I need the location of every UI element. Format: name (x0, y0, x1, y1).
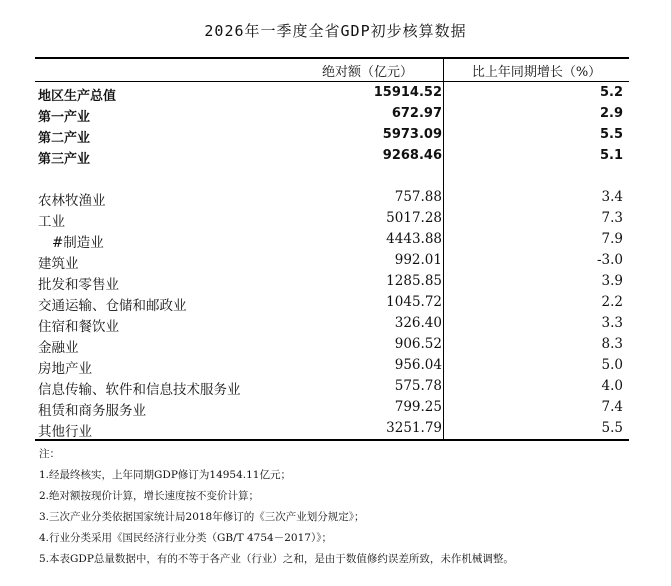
row-absolute-value: 906.52 (394, 336, 442, 352)
row-growth-rate: 5.5 (601, 420, 623, 436)
table-row (35, 293, 629, 314)
row-name: 批发和零售业 (38, 277, 119, 293)
row-absolute-value: 1285.85 (386, 273, 442, 289)
table-row (35, 377, 629, 398)
row-absolute-value: 799.25 (394, 399, 442, 415)
table-row (35, 105, 629, 126)
footnote: 5.本表GDP总量数据中，有的不等于各产业（行业）之和，是由于数值修约误差所致，未作机械调整。 (39, 553, 514, 565)
table-top-rule (35, 57, 629, 59)
row-name: 第三产业 (38, 152, 91, 167)
row-name: 第一产业 (38, 110, 91, 125)
page-title: 2026年一季度全省GDP初步核算数据 (204, 22, 467, 40)
table-row (35, 230, 629, 251)
row-absolute-value: 15914.52 (373, 85, 442, 100)
row-growth-rate: 3.4 (601, 189, 623, 205)
row-name: 地区生产总值 (38, 89, 117, 104)
table-row (35, 398, 629, 419)
row-absolute-value: 5973.09 (382, 127, 442, 142)
row-growth-rate: 2.2 (601, 294, 623, 310)
table-row (35, 126, 629, 147)
header-growth-rate: 比上年同期增长（%） (471, 65, 602, 80)
row-name: 金融业 (38, 340, 79, 356)
row-growth-rate: -3.0 (596, 252, 623, 268)
row-absolute-value: 672.97 (391, 106, 442, 121)
row-growth-rate: 5.5 (599, 127, 623, 142)
footnote: 1.经最终核实，上年同期GDP修订为14954.11亿元； (39, 469, 291, 481)
footnote-heading: 注： (39, 448, 60, 460)
row-name: 房地产业 (38, 361, 92, 377)
row-name: 农林牧渔业 (38, 193, 106, 209)
row-growth-rate: 3.9 (601, 273, 623, 289)
row-absolute-value: 1045.72 (386, 294, 442, 310)
row-name: 住宿和餐饮业 (38, 319, 119, 335)
table-row (35, 419, 629, 440)
row-growth-rate: 4.0 (601, 378, 623, 394)
row-name: 第二产业 (38, 131, 91, 146)
row-absolute-value: 575.78 (394, 378, 442, 394)
table-row (35, 188, 629, 209)
table-row (35, 356, 629, 377)
table-row (35, 209, 629, 230)
footnotes (39, 444, 659, 570)
row-name: #制造业 (52, 235, 104, 251)
row-absolute-value: 3251.79 (386, 420, 442, 436)
row-growth-rate: 7.9 (601, 231, 623, 247)
row-name: 工业 (38, 214, 65, 230)
table-row (35, 84, 629, 105)
footnote: 3.三次产业分类依据国家统计局2018年修订的《三次产业划分规定》； (39, 511, 365, 523)
row-growth-rate: 8.3 (601, 336, 623, 352)
row-growth-rate: 5.2 (599, 85, 623, 100)
table-row (35, 251, 629, 272)
table-row (35, 314, 629, 335)
row-growth-rate: 5.1 (599, 148, 623, 163)
table-row (35, 147, 629, 168)
table-row (35, 272, 629, 293)
table-header-rule (35, 81, 629, 82)
row-name: 交通运输、仓储和邮政业 (38, 298, 187, 314)
footnote: 4.行业分类采用《国民经济行业分类（GB/T 4754－2017）》； (39, 532, 332, 544)
row-absolute-value: 956.04 (394, 357, 442, 373)
row-absolute-value: 5017.28 (386, 210, 442, 226)
row-growth-rate: 2.9 (599, 106, 623, 121)
row-growth-rate: 7.3 (601, 210, 623, 226)
footnote: 2.绝对额按现价计算，增长速度按不变价计算； (39, 490, 260, 502)
table-row (35, 335, 629, 356)
row-name: 租赁和商务服务业 (38, 403, 146, 419)
row-growth-rate: 7.4 (601, 399, 623, 415)
header-absolute-value: 绝对额（亿元） (321, 65, 413, 80)
row-absolute-value: 757.88 (394, 189, 442, 205)
row-absolute-value: 4443.88 (386, 231, 442, 247)
row-absolute-value: 992.01 (394, 252, 442, 268)
row-absolute-value: 326.40 (394, 315, 442, 331)
row-name: 建筑业 (38, 256, 79, 272)
row-growth-rate: 5.0 (601, 357, 623, 373)
row-name: 信息传输、软件和信息技术服务业 (38, 382, 241, 398)
row-name: 其他行业 (38, 424, 92, 440)
row-growth-rate: 3.3 (601, 315, 623, 331)
row-absolute-value: 9268.46 (382, 148, 442, 163)
